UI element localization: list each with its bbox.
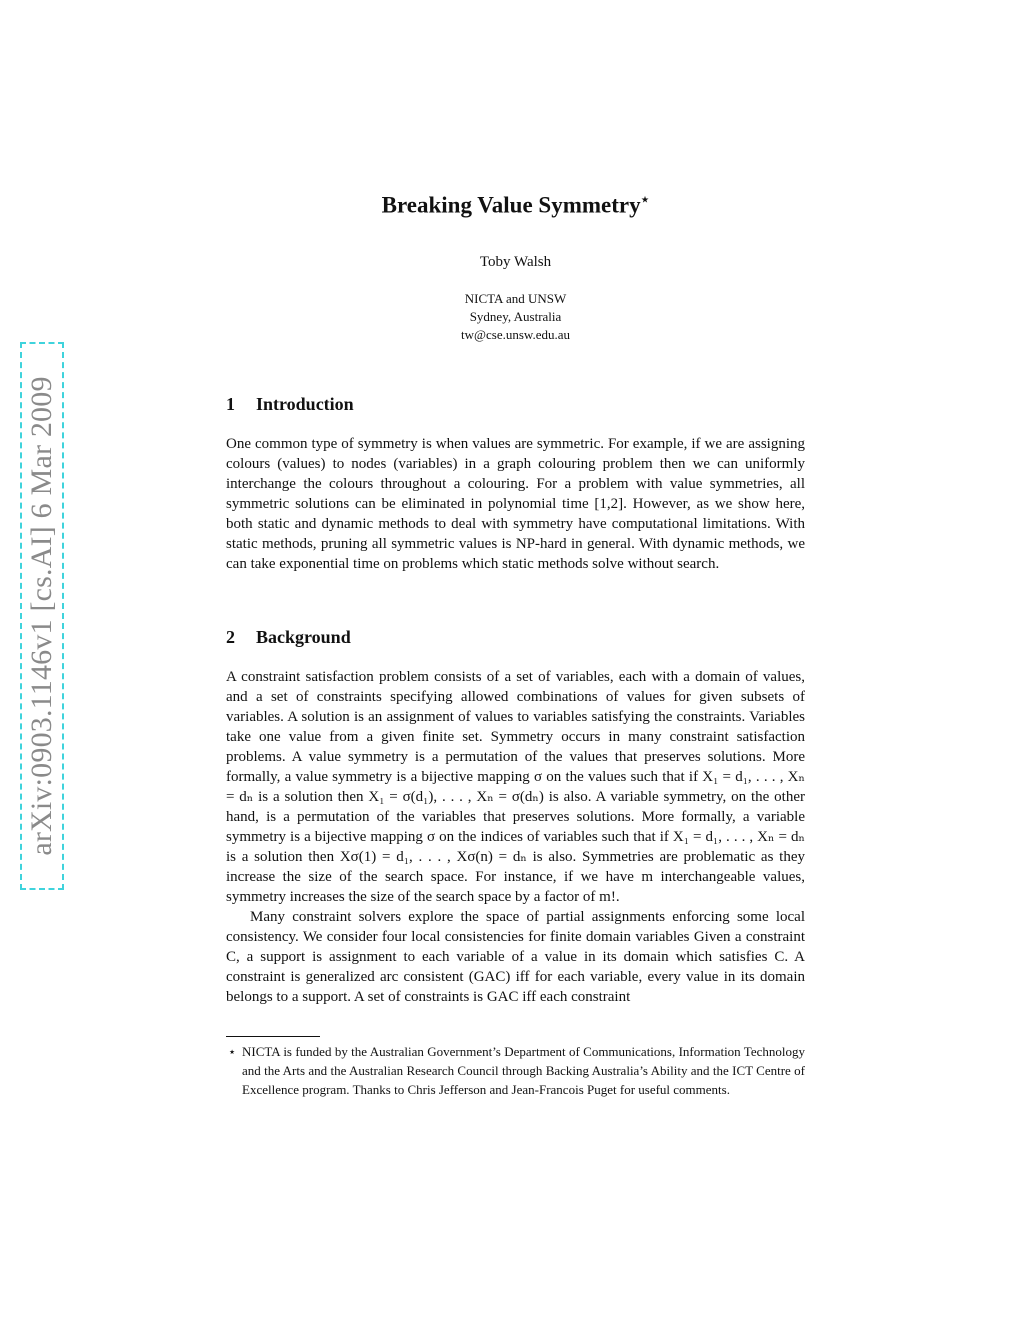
section-title: Introduction	[256, 394, 354, 414]
title-footnote-mark: ⋆	[640, 193, 650, 208]
footnote-text: NICTA is funded by the Australian Government’s Department of Communications, Information Technology and the Arts and the Australian Research Council through Backing Australia’s Ability and the ICT Centre of Excellence program. Thanks to Chris Jefferson and Jean-Francois Puget for useful comments.	[242, 1044, 805, 1097]
background-paragraph-1: A constraint satisfaction problem consists of a set of variables, each with a domain of values, and a set of constraints specifying allowed combinations of values for given subsets of variables. A solution is an assignment of values to variables satisfying the constraints. Variables take one value from a given finite set. Symmetry occurs in many constraint satisfaction problems. A value symmetry is a permutation of the values that preserves solutions. More formally, a value symmetry is a bijective mapping σ on the values such that if X₁ = d₁, . . . , Xₙ = dₙ is a solution then X₁ = σ(d₁), . . . , Xₙ = σ(dₙ) is also. A variable symmetry, on the other hand, is a permutation of the variables that preserves solutions. More formally, a variable symmetry is a bijective mapping σ on the indices of variables such that if X₁ = d₁, . . . , Xₙ = dₙ is a solution then Xσ(1) = d₁, . . . , Xσ(n) = dₙ is also. Symmetries are problematic as they increase the size of the search space. For instance, if we have m interchangeable values, symmetry increases the size of the search space by a factor of m!.	[226, 669, 805, 905]
affiliation-location: Sydney, Australia	[469, 309, 562, 324]
background-paragraph-2: Many constraint solvers explore the space of partial assignments enforcing some local consistency. We consider four local consistencies for finite domain variables Given a constraint C, a support is assignment to each variable of a value in its domain which satisfies C. A constraint is generalized arc consistent (GAC) iff for each variable, every value in its domain belongs to a support. A set of constraints is GAC iff each constraint	[226, 909, 805, 1005]
paper-title: Breaking Value Symmetry	[381, 192, 641, 218]
author-name: Toby Walsh	[479, 254, 552, 270]
section-number: 2	[226, 627, 235, 647]
introduction-paragraph: One common type of symmetry is when values are symmetric. For example, if we are assigning colours (values) to nodes (variables) in a graph colouring problem then we can uniformly interchange the colours throughout a colouring. For a problem with value symmetries, all symmetric solutions can be eliminated in polynomial time [1,2]. However, as we show here, both static and dynamic methods to deal with symmetry have computational limitations. With static methods, pruning all symmetric values is NP-hard in general. With dynamic methods, we can take exponential time on problems which static methods solve without search.	[226, 436, 805, 572]
introduction-body	[226, 434, 805, 574]
arxiv-stamp-container	[20, 342, 64, 890]
arxiv-stamp: arXiv:0903.1146v1 [cs.AI] 6 Mar 2009	[20, 342, 64, 890]
background-body	[226, 667, 805, 1007]
section-title: Background	[256, 627, 351, 647]
section-heading-introduction	[226, 392, 354, 416]
footnote-mark: ⋆	[228, 1044, 237, 1059]
affiliation-email: tw@cse.unsw.edu.au	[461, 327, 570, 342]
affiliation-institution: NICTA and UNSW	[464, 291, 567, 306]
section-heading-background	[226, 625, 351, 649]
section-number: 1	[226, 394, 235, 414]
affiliation-block	[226, 290, 805, 344]
footnote-divider	[226, 1036, 320, 1037]
footnote	[226, 1042, 805, 1099]
paper-title-block	[226, 186, 805, 221]
